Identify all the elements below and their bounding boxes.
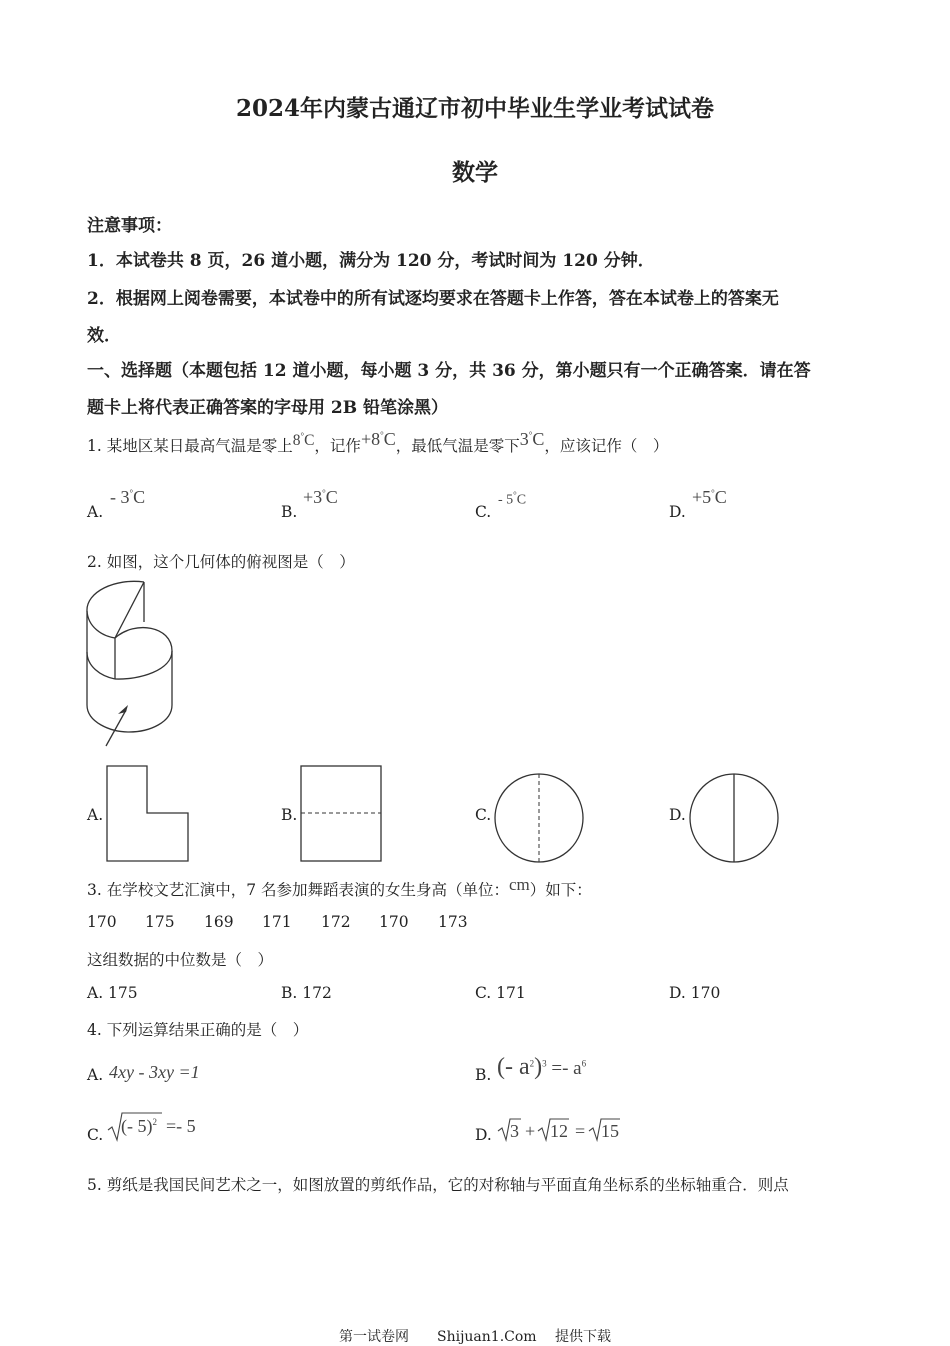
notice-heading: 注意事项： (87, 216, 172, 236)
exam-title: 2024年内蒙古通辽市初中毕业生学业考试试卷 (235, 95, 714, 122)
degree-symbol: ° (129, 488, 134, 498)
q1-option-b-label[interactable]: B. (281, 503, 298, 521)
degree-symbol: ° (380, 430, 384, 440)
q4-d-radicand-2: 12 (550, 1121, 568, 1141)
notice-item-1: 1．本试卷共 8 页，26 道小题，满分为 120 分，考试时间为 120 分钟． (87, 251, 655, 271)
page-footer: 第一试卷网 Shijuan1.Com 提供下载 (338, 1329, 612, 1345)
q1-text-2: ，记作 (314, 437, 361, 455)
q1-text-4: ，应该记作（ ） (544, 437, 669, 455)
q3-height-1: 170 (87, 913, 117, 931)
q1-option-c-number: - 5 (498, 492, 514, 508)
q4-d-radicand-3: 15 (601, 1121, 619, 1141)
q4-b-base: (- a (497, 1054, 530, 1080)
q2-option-a-label[interactable]: A. (87, 806, 104, 824)
q3-height-7: 173 (438, 913, 468, 931)
q3-height-5: 172 (321, 913, 351, 931)
q1-option-a-number: - 3 (110, 487, 130, 507)
q1-option-b-number: +3 (303, 487, 323, 507)
q3-height-4: 171 (262, 913, 292, 931)
subject-title: 数学 (452, 159, 498, 186)
q3-stem-text-a: 3. 在学校文艺汇演中，7 名参加舞蹈表演的女生身高（单位： (87, 881, 510, 899)
question-4-stem: 4. 下列运算结果正确的是（ ） (87, 1021, 309, 1039)
celsius-unit: C (304, 432, 315, 449)
celsius-unit: C (325, 487, 338, 507)
q4-b-exp3: 6 (581, 1058, 587, 1069)
q3-question: 这组数据的中位数是（ ） (87, 951, 274, 969)
q3-option-d[interactable]: D. 170 (669, 984, 721, 1002)
degree-symbol: ° (322, 488, 326, 498)
q2-option-b-label[interactable]: B. (281, 806, 298, 824)
q4-c-exp: 2 (152, 1117, 157, 1127)
q4-c-inner: (- 5) (121, 1116, 153, 1136)
q1-temp-high-value: 8 (292, 432, 301, 449)
q3-option-a[interactable]: A. 175 (87, 984, 138, 1002)
q1-text-3: ，最低气温是零下 (395, 437, 520, 455)
section-1-heading-line2: 题卡上将代表正确答案的字母用 2B 铅笔涂黑） (87, 398, 449, 418)
q4-d-equals: = (575, 1121, 586, 1141)
q3-unit: cm (509, 875, 530, 894)
q2-option-d-label[interactable]: D. (669, 806, 686, 824)
celsius-unit: C (133, 487, 146, 507)
q1-text-1: 1. 某地区某日最高气温是零上 (87, 437, 293, 455)
q4-b-exp1: 2 (529, 1058, 535, 1069)
q3-height-2: 175 (145, 913, 175, 931)
q1-option-c-label[interactable]: C. (475, 503, 492, 521)
q1-option-d-number: +5 (692, 487, 712, 507)
q4-b-rhs: =- a (551, 1058, 582, 1079)
celsius-unit: C (714, 487, 727, 507)
q1-option-d-label[interactable]: D. (669, 503, 686, 521)
q3-stem-text-b: ）如下： (529, 881, 592, 899)
q3-option-c[interactable]: C. 171 (475, 984, 526, 1002)
q4-d-plus: + (525, 1121, 536, 1141)
question-5-stem: 5. 剪纸是我国民间艺术之一，如图放置的剪纸作品，它的对称轴与平面直角坐标系的坐标轴重合．则点 (87, 1176, 789, 1194)
question-2-stem: 2. 如图，这个几何体的俯视图是（ ） (87, 553, 355, 571)
q3-height-3: 169 (204, 913, 234, 931)
q4-option-a-expr[interactable]: 4xy - 3xy =1 (109, 1062, 200, 1082)
celsius-unit: C (383, 429, 396, 449)
q4-b-close: ) (534, 1054, 543, 1080)
degree-symbol: ° (711, 488, 715, 498)
q1-option-a-label[interactable]: A. (87, 503, 104, 521)
celsius-unit: C (532, 429, 545, 449)
q4-option-c-label[interactable]: C. (87, 1126, 104, 1144)
celsius-unit: C (516, 492, 527, 508)
q3-option-b[interactable]: B. 172 (281, 984, 332, 1002)
q4-c-rhs: =- 5 (165, 1116, 196, 1136)
q4-option-d-label[interactable]: D. (475, 1126, 492, 1144)
degree-symbol: ° (300, 430, 305, 441)
q1-temp-high-record-value: +8 (360, 429, 381, 449)
q4-b-exp2: 3 (542, 1058, 547, 1069)
degree-symbol: ° (528, 430, 533, 440)
section-1-heading-line1: 一、选择题（本题包括 12 道小题，每小题 3 分，共 36 分，第小题只有一个正确答案．请在答 (87, 361, 811, 381)
q4-d-radicand-1: 3 (510, 1121, 519, 1141)
degree-symbol: ° (513, 490, 517, 500)
notice-item-2-line2: 效． (87, 326, 121, 346)
q4-option-a-label[interactable]: A. (87, 1066, 104, 1084)
q3-height-6: 170 (379, 913, 409, 931)
notice-item-2-line1: 2．根据网上阅卷需要，本试卷中的所有试逐均要求在答题卡上作答，答在本试卷上的答案无 (87, 289, 779, 309)
q4-option-b-label[interactable]: B. (475, 1066, 492, 1084)
q1-temp-low-value: 3 (519, 429, 529, 449)
q2-option-c-label[interactable]: C. (475, 806, 492, 824)
